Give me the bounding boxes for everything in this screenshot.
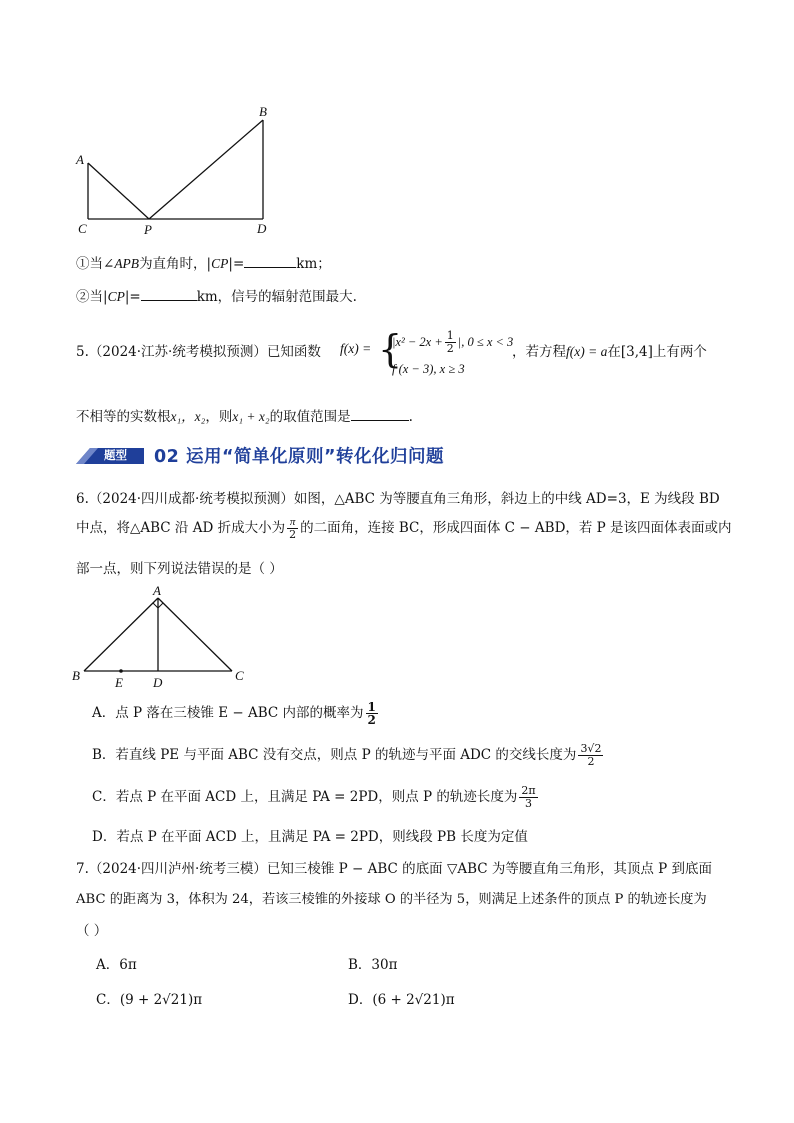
q5-line2 bbox=[76, 405, 413, 425]
label-b2: B bbox=[72, 668, 80, 683]
q6-option-b[interactable] bbox=[92, 743, 605, 768]
q6-opt-c-label: C．若点 P 在平面 ACD 上，且满足 PA = 2PD，则点 P 的轨迹长度为 bbox=[92, 789, 518, 805]
q6-opt-a-label: A．点 P 落在三棱锥 E − ABC 内部的概率为 bbox=[92, 705, 364, 721]
q6-opt-a-num: 1 bbox=[367, 700, 376, 714]
figure-triangle-abc bbox=[68, 582, 258, 692]
q7-number: 7. bbox=[76, 861, 89, 877]
q5-line2-a: 不相等的实数根 bbox=[76, 409, 171, 425]
segment-ap bbox=[88, 163, 149, 219]
q6-opt-c-frac bbox=[519, 785, 537, 810]
label-c: C bbox=[78, 221, 87, 236]
q6-option-a[interactable] bbox=[92, 701, 380, 726]
q7-line1-text: 已知三棱锥 P − ABC 的底面 ▽ABC 为等腰直角三角形，其顶点 P 到底面 bbox=[266, 861, 713, 877]
section-title: 02 运用“简单化原则”转化化归问题 bbox=[154, 446, 444, 467]
q6-opt-b-frac bbox=[578, 743, 603, 768]
q6-opt-b-den: 2 bbox=[587, 755, 595, 768]
q6-opt-b-label: B．若直线 PE 与平面 ABC 没有交点，则点 P 的轨迹与平面 ADC 的交线长度为 bbox=[92, 747, 577, 763]
q5-piece1 bbox=[392, 330, 513, 355]
q5-piece1-expr: |x² − 2x + bbox=[392, 335, 443, 349]
q5-source: （2024·江苏·统考模拟预测） bbox=[88, 344, 267, 360]
q7-option-a[interactable]: A．6π bbox=[96, 957, 137, 973]
label-a2: A bbox=[153, 583, 161, 598]
segment-pb bbox=[149, 120, 263, 219]
q6-line1-text: 如图，△ABC 为等腰直角三角形，斜边上的中线 AD=3，E 为线段 BD bbox=[293, 491, 720, 507]
q6-frac bbox=[287, 516, 298, 541]
q7-line1 bbox=[76, 857, 712, 877]
q5-line2-c: 的取值范围是 bbox=[269, 409, 351, 425]
section-tag: 题型 bbox=[104, 448, 127, 462]
q6-opt-b-num: 3√2 bbox=[580, 742, 602, 755]
q5-piece1-frac bbox=[445, 330, 456, 355]
q4s2-unit: km，信号的辐射范围最大. bbox=[196, 289, 357, 305]
figure-cp-apb bbox=[70, 100, 290, 240]
q5-sum: x₁ + x₂ bbox=[232, 409, 270, 424]
q5-line1 bbox=[76, 340, 321, 360]
q6-opt-a-frac bbox=[366, 701, 378, 726]
q5-fx: f(x) = bbox=[340, 341, 372, 356]
marker-1: ① bbox=[76, 256, 90, 272]
q6-opt-d-label: D．若点 P 在平面 ACD 上，且满足 PA = 2PD，则线段 PB 长度为定值 bbox=[92, 829, 528, 845]
q6-line2 bbox=[76, 516, 732, 541]
q4s1-text-c: |= bbox=[228, 256, 245, 272]
q4s1-text-a: 当∠ bbox=[89, 256, 115, 272]
answer-blank-1[interactable] bbox=[244, 255, 296, 268]
q6-frac-den: 2 bbox=[289, 528, 297, 541]
q5-line2-b: ，则 bbox=[205, 409, 233, 425]
q6-source: （2024·四川成都·统考模拟预测） bbox=[88, 491, 294, 507]
point-e bbox=[119, 669, 123, 673]
q6-line2-b: 的二面角，连接 BC，形成四面体 C − ABD，若 P 是该四面体表面或内 bbox=[300, 520, 732, 536]
label-p: P bbox=[144, 222, 152, 237]
q6-opt-a-den: 2 bbox=[367, 713, 376, 727]
q6-opt-c-num: 2π bbox=[521, 784, 536, 797]
q5-frac-den: 2 bbox=[446, 342, 454, 355]
q6-option-c[interactable] bbox=[92, 785, 540, 810]
q5-piece2: f (x − 3), x ≥ 3 bbox=[392, 362, 465, 376]
q4s1-unit: km； bbox=[296, 256, 331, 272]
section-heading bbox=[76, 442, 444, 468]
q7-option-d[interactable]: D．(6 + 2√21)π bbox=[348, 992, 455, 1008]
q4s2-text-b: |= bbox=[124, 289, 141, 305]
q4s1-angle: APB bbox=[114, 256, 140, 271]
q5-lead: 已知函数 bbox=[266, 344, 321, 360]
q5-piece1-tail: |, 0 ≤ x < 3 bbox=[457, 335, 514, 349]
piecewise-brace: { bbox=[378, 327, 403, 371]
q4-sub1 bbox=[76, 252, 331, 272]
q7-option-b[interactable]: B．30π bbox=[348, 957, 398, 973]
label-c2: C bbox=[235, 668, 244, 683]
q6-line1 bbox=[76, 487, 720, 507]
q5-roots: x₁，x₂ bbox=[170, 409, 206, 424]
q5-number: 5. bbox=[76, 344, 89, 360]
q7-option-c[interactable]: C．(9 + 2√21)π bbox=[96, 992, 203, 1008]
section-banner bbox=[76, 446, 144, 464]
q4s1-text-b: 为直角时，| bbox=[139, 256, 212, 272]
side-ab bbox=[84, 598, 158, 671]
q6-number: 6. bbox=[76, 491, 89, 507]
label-b: B bbox=[259, 104, 267, 119]
answer-blank-3[interactable] bbox=[351, 408, 409, 421]
q6-line3: 部一点，则下列说法错误的是（ ） bbox=[76, 561, 283, 577]
answer-blank-2[interactable] bbox=[141, 288, 197, 301]
q5-mid: ，若方程 bbox=[512, 344, 566, 360]
q4s1-cp: CP bbox=[211, 256, 229, 271]
q7-line3: （ ） bbox=[76, 923, 108, 939]
q6-frac-num: π bbox=[287, 516, 298, 529]
q5-tail: 在[3,4]上有两个 bbox=[607, 344, 707, 360]
q4-sub2 bbox=[76, 285, 357, 305]
q5-line1b bbox=[512, 340, 707, 360]
label-d2: D bbox=[153, 675, 163, 690]
q6-line2-a: 中点，将△ABC 沿 AD 折成大小为 bbox=[76, 520, 286, 536]
q5-frac-num: 1 bbox=[446, 329, 454, 342]
q4s2-text-a: 当| bbox=[89, 289, 108, 305]
marker-2: ② bbox=[76, 289, 90, 305]
q4s2-cp: CP bbox=[107, 289, 125, 304]
q5-end: . bbox=[408, 409, 413, 425]
q6-option-d[interactable] bbox=[92, 825, 528, 845]
label-a: A bbox=[76, 152, 84, 167]
label-e2: E bbox=[115, 675, 123, 690]
side-ac bbox=[158, 598, 232, 671]
q7-source: （2024·四川泸州·统考三模） bbox=[88, 861, 267, 877]
q5-eq: f(x) = a bbox=[566, 344, 608, 359]
q7-line2: ABC 的距离为 3，体积为 24，若该三棱锥的外接球 O 的半径为 5，则满足上述条件的顶点 P 的轨迹长度为 bbox=[76, 892, 707, 907]
q6-opt-c-den: 3 bbox=[525, 797, 533, 810]
label-d: D bbox=[257, 221, 267, 236]
